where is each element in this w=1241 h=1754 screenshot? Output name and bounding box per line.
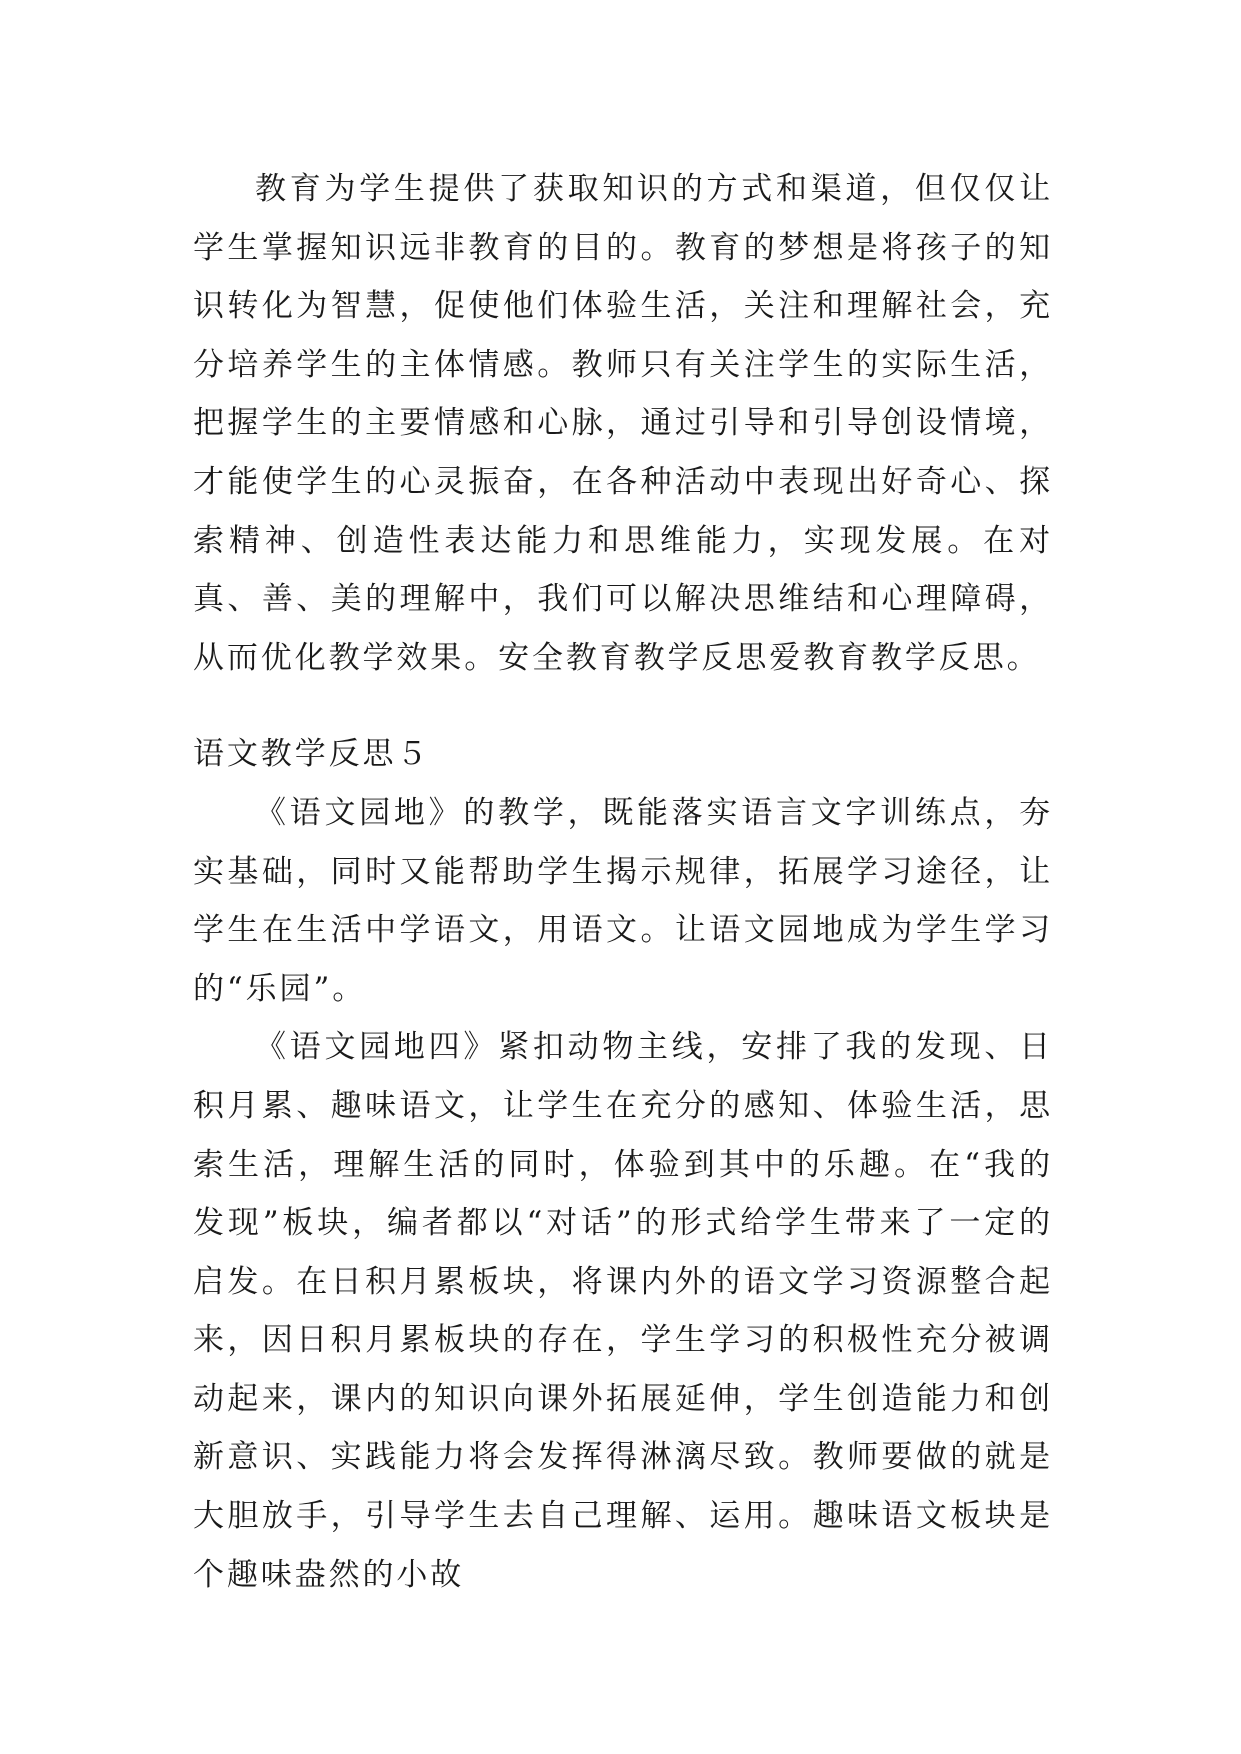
- body-paragraph: 教育为学生提供了获取知识的方式和渠道，但仅仅让学生掌握知识远非教育的目的。教育的梦想是将孩子的知识转化为智慧，促使他们体验生活，关注和理解社会，充分培养学生的主体情感。教师只有关注学生的实际生活，把握学生的主要情感和心脉，通过引导和引导创设情境，才能使学生的心灵振奋，在各种活动中表现出好奇心、探索精神、创造性表达能力和思维能力，实现发展。在对真、善、美的理解中，我们可以解决思维结和心理障碍，从而优化教学效果。安全教育教学反思爱教育教学反思。: [193, 171, 1053, 676]
- document-body: [193, 160, 1053, 1604]
- section-heading: 语文教学反思５: [193, 736, 431, 773]
- body-paragraph: 《语文园地四》紧扣动物主线，安排了我的发现、日积月累、趣味语文，让学生在充分的感知、体验生活，思索生活，理解生活的同时，体验到其中的乐趣。在“我的发现”板块，编者都以“对话”的形式给学生带来了一定的启发。在日积月累板块，将课内外的语文学习资源整合起来，因日积月累板块的存在，学生学习的积极性充分被调动起来，课内的知识向课外拓展延伸，学生创造能力和创新意识、实践能力将会发挥得淋漓尽致。教师要做的就是大胆放手，引导学生去自己理解、运用。趣味语文板块是个趣味盎然的小故: [193, 1029, 1053, 1593]
- body-paragraph: 《语文园地》的教学，既能落实语言文字训练点，夯实基础，同时又能帮助学生揭示规律，拓展学习途径，让学生在生活中学语文，用语文。让语文园地成为学生学习的“乐园”。: [193, 794, 1053, 1007]
